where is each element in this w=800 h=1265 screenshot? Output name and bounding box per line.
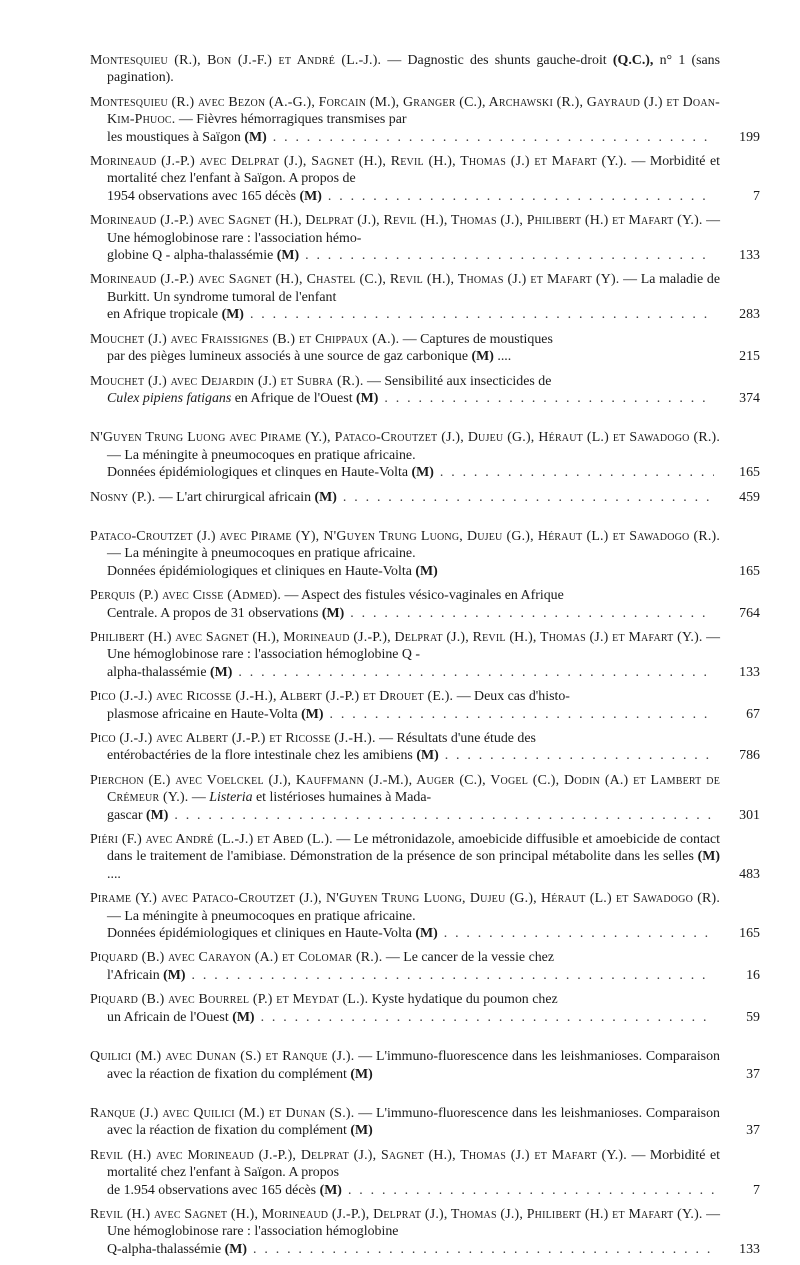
leader-dots <box>444 925 714 942</box>
entry-authors: Ranque (J.) avec Quilici (M.) et Dunan (S.). <box>90 1105 355 1121</box>
entry-authors: Morineaud (J.-P.) avec Delprat (J.), Sagnet (H.), Revil (H.), Thomas (J.) et Mafart (Y.). <box>90 154 627 170</box>
entry-title: — Résultats d'une étude des <box>375 731 536 746</box>
entry-marker: (M) <box>350 1123 373 1139</box>
index-entry <box>90 94 760 146</box>
entry-authors: Perquis (P.) avec Cisse (Admed). <box>90 588 281 604</box>
entry-marker: (M) <box>471 349 494 365</box>
index-entry <box>90 429 760 481</box>
entry-title: — Morbidité et mortalité chez l'enfant à Saïgon. A propos <box>107 1147 720 1181</box>
entry-authors: Morineaud (J.-P.) avec Sagnet (H.), Delprat (J.), Revil (H.), Thomas (J.), Philibert (H.) et Mafart (Y.). <box>90 213 703 229</box>
entry-title: — Sensibilité aux insecticides de <box>363 373 552 389</box>
entry-authors: Pico (J.-J.) avec Albert (J.-P.) et Ricosse (J.-H.). <box>90 731 376 746</box>
leader-dots <box>238 664 714 681</box>
page-number: 199 <box>739 129 760 145</box>
index-entry <box>90 331 760 366</box>
leader-dots <box>343 489 714 506</box>
entry-title: — <box>188 790 210 806</box>
entry-trail: .... <box>107 866 121 882</box>
index-entry <box>90 831 760 883</box>
entry-title-end: en Afrique tropicale <box>107 307 219 323</box>
entry-marker: (M) <box>415 926 438 942</box>
entry-title-end: plasmose africaine en Haute-Volta <box>107 706 298 722</box>
entry-marker: (M) <box>356 390 379 406</box>
entry-title: — Fièvres hémorragiques transmises par <box>175 112 407 128</box>
page-number: 483 <box>739 866 760 882</box>
entry-title-end: Q-alpha-thalassémie <box>107 1241 222 1257</box>
entry-title-end: Données épidémiologiques et cliniques en Haute-Volta <box>107 563 412 579</box>
entry-marker: (M) <box>416 748 439 764</box>
leader-dots <box>350 605 714 622</box>
entry-title-end: un Africain de l'Ouest <box>107 1009 229 1025</box>
entry-marker: (M) <box>145 807 169 823</box>
entry-title: — Une hémoglobinose rare : l'association hémoglobine Q - <box>107 629 720 663</box>
index-entry <box>90 271 760 323</box>
entry-marker: (M) <box>299 188 322 204</box>
entry-title: — L'immuno-fluorescence dans les leishmanioses. Comparaison avec la réaction de fixation du complément <box>107 1105 720 1139</box>
index-page <box>90 52 760 1265</box>
entry-title-italic: Culex pipiens fatigans <box>107 390 232 406</box>
entry-title-cont: et listérioses humaines à Mada- <box>252 790 432 806</box>
entry-authors: Revil (H.) avec Sagnet (H.), Morineaud (J.-P.), Delprat (J.), Thomas (J.), Philibert (H.) et Mafart (Y.). <box>90 1206 703 1222</box>
entry-marker: (M) <box>163 967 186 983</box>
page-number: 7 <box>753 1182 760 1198</box>
entry-authors: Montesquieu (R.), Bon (J.-F.) et André (L.-J.). <box>90 53 382 68</box>
leader-dots <box>253 1241 714 1258</box>
index-entry <box>90 373 760 408</box>
entry-source: (Q.C.), <box>612 53 654 68</box>
page-number: 133 <box>739 248 760 264</box>
entry-authors: Piéri (F.) avec André (L.-J.) et Abed (L.). <box>90 832 333 848</box>
leader-dots <box>348 1182 714 1199</box>
entry-authors: Revil (H.) avec Morineaud (J.-P.), Delprat (J.), Sagnet (H.), Thomas (J.) et Mafart (Y.). <box>90 1147 627 1163</box>
page-number: 37 <box>746 1066 760 1082</box>
entry-marker: (M) <box>321 605 345 621</box>
entry-authors: Quilici (M.) avec Dunan (S.) et Ranque (J.). <box>90 1049 355 1065</box>
page-number: 459 <box>739 489 760 505</box>
entry-title: — Morbidité et mortalité chez l'enfant à Saïgon. A propos de <box>107 154 720 187</box>
page-number: 374 <box>739 390 760 406</box>
entry-title: — Une hémoglobinose rare : l'association hémo- <box>107 213 720 246</box>
entry-title-end: l'Africain <box>107 967 160 983</box>
page-number: 165 <box>739 926 760 942</box>
entry-marker: (M) <box>301 706 324 722</box>
entry-title: — Dagnostic des shunts gauche-droit <box>381 53 613 68</box>
entry-title: Kyste hydatique du poumon chez <box>368 992 558 1008</box>
entry-title-end: 1954 observations avec 165 décès <box>107 188 297 204</box>
entry-title: — La méningite à pneumocoques en pratique africaine. <box>107 908 416 924</box>
entry-title-end: entérobactéries de la flore intestinale chez les amibiens <box>107 748 413 764</box>
entry-title-end: Données épidémiologiques et clinques en Haute-Volta <box>107 465 409 481</box>
entry-title-end: Centrale. A propos de 31 observations <box>107 605 319 621</box>
entry-authors: Morineaud (J.-P.) avec Sagnet (H.), Chastel (C.), Revil (H.), Thomas (J.) et Mafart (Y). <box>90 272 620 288</box>
entry-authors: Pataco-Croutzet (J.) avec Pirame (Y), N'Guyen Trung Luong, Dujeu (G.), Héraut (L.) et Sawadogo (R.). <box>90 528 720 544</box>
entry-title: — Aspect des fistules vésico-vaginales en Afrique <box>281 588 564 604</box>
page-number: 133 <box>739 1241 760 1257</box>
leader-dots <box>384 390 714 407</box>
entry-authors: Pico (J.-J.) avec Ricosse (J.-H.), Albert (J.-P.) et Drouet (E.). <box>90 689 454 705</box>
index-entry <box>90 991 760 1026</box>
page-number: 133 <box>739 664 760 680</box>
index-entry <box>90 1105 760 1140</box>
leader-dots <box>261 1009 714 1026</box>
index-entry <box>90 212 760 264</box>
leader-dots <box>305 247 714 264</box>
entry-trail: .... <box>493 349 512 365</box>
entry-authors: Pierchon (E.) avec Voelckel (J.), Kauffmann (J.-M.), Auger (C.), Vogel (C.), Dodin (A.) et Lambert de Crémeur (Y.). <box>90 772 720 806</box>
entry-marker: (M) <box>411 465 434 481</box>
page-number: 37 <box>746 1123 760 1139</box>
leader-dots <box>192 967 715 984</box>
entry-title-end: de 1.954 observations avec 165 décès <box>107 1182 317 1198</box>
entry-marker: (M) <box>224 1241 248 1257</box>
index-entry <box>90 890 760 942</box>
entry-marker: (M) <box>244 129 267 145</box>
entry-title: — Le métronidazole, amoebicide diffusible et amoebicide de contact dans le traitement de l'amibiase. Démonstration de la présence de son principal métabolite dans les selles <box>107 832 721 865</box>
leader-dots <box>328 188 714 205</box>
entry-marker: (M) <box>210 664 233 680</box>
page-number: 16 <box>746 967 760 983</box>
entry-authors: Piquard (B.) avec Bourrel (P.) et Meydat (L.). <box>90 992 369 1008</box>
entry-marker: (M) <box>319 1182 342 1198</box>
entry-marker: (M) <box>276 248 300 264</box>
entry-title: — La méningite à pneumocoques en pratique africaine. <box>107 447 416 463</box>
entry-authors: Montesquieu (R.) avec Bezon (A.-G.), Forcain (M.), Granger (C.), Archawski (R.), Gayraud (J.) et Doan-Kim-Phuoc. <box>90 94 720 128</box>
index-entry <box>90 587 760 622</box>
index-entry <box>90 949 760 984</box>
entry-marker: (M) <box>221 307 244 323</box>
index-entry <box>90 489 760 506</box>
entry-title-italic: Listeria <box>209 790 253 806</box>
entry-authors: Philibert (H.) avec Sagnet (H.), Morineaud (J.-P.), Delprat (J.), Revil (H.), Thomas (J.) et Mafart (Y.). <box>90 629 703 645</box>
entry-title-end: par des pièges lumineux associés à une source de gaz carbonique <box>107 349 469 365</box>
index-entry <box>90 730 760 765</box>
entry-title: — Captures de moustiques <box>399 331 553 347</box>
entry-authors: Mouchet (J.) avec Dejardin (J.) et Subra (R.). <box>90 373 364 389</box>
leader-dots <box>445 747 714 764</box>
entry-marker: (M) <box>350 1066 373 1082</box>
page-number: 165 <box>739 465 760 481</box>
entry-title: — Une hémoglobinose rare : l'association hémoglobine <box>107 1206 720 1240</box>
entry-title-end: alpha-thalassémie <box>107 664 207 680</box>
entry-marker: (M) <box>314 489 337 505</box>
index-entry <box>90 153 760 205</box>
index-entry <box>90 1206 760 1258</box>
entry-title-end: globine Q - alpha-thalassémie <box>107 248 274 264</box>
entry-authors: Piquard (B.) avec Carayon (A.) et Colomar (R.). <box>90 950 383 966</box>
entry-title: — Le cancer de la vessie chez <box>382 950 555 966</box>
entry-authors: Mouchet (J.) avec Fraissignes (B.) et Chippaux (A.). <box>90 331 400 347</box>
index-entry <box>90 52 720 87</box>
index-entry <box>90 1147 760 1199</box>
entry-authors: Nosny (P.). <box>90 489 156 505</box>
entry-authors: N'Guyen Trung Luong avec Pirame (Y.), Pataco-Croutzet (J.), Dujeu (G.), Héraut (L.) et Sawadogo (R.). <box>90 430 720 446</box>
page-number: 283 <box>739 307 760 323</box>
entry-title-end: les moustiques à Saïgon <box>107 129 241 145</box>
leader-dots <box>273 129 714 146</box>
entry-title: — La méningite à pneumocoques en pratique africaine. <box>107 546 416 562</box>
page-number: 786 <box>739 748 760 764</box>
page-number: 215 <box>739 349 760 365</box>
page-number: 301 <box>739 807 760 823</box>
entry-title: — La maladie de Burkitt. Un syndrome tumoral de l'enfant <box>107 272 720 305</box>
entry-title-end: Données épidémiologiques et cliniques en Haute-Volta <box>107 926 412 942</box>
entry-title-end: gascar <box>107 807 143 823</box>
page-number: 764 <box>739 605 760 621</box>
entry-title-end: en Afrique de l'Ouest <box>231 390 353 406</box>
index-entry <box>90 528 760 580</box>
page-number: 67 <box>746 706 760 722</box>
page-number: 7 <box>753 188 760 204</box>
index-entry <box>90 629 760 681</box>
page-number: 165 <box>739 563 760 579</box>
entry-marker: (M) <box>232 1009 255 1025</box>
entry-title: — L'immuno-fluorescence dans les leishmanioses. Comparaison avec la réaction de fixation du complément <box>107 1049 720 1082</box>
entry-title: — Deux cas d'histo- <box>453 689 570 705</box>
leader-dots <box>330 706 714 723</box>
index-entry <box>90 772 760 824</box>
entry-marker: (M) <box>697 849 720 865</box>
entry-note: n° 1 (sans pagination). <box>107 53 721 86</box>
entry-title-end: — L'art chirurgical africain <box>155 489 312 505</box>
page-number: 59 <box>746 1009 760 1025</box>
leader-dots <box>440 464 714 481</box>
entry-marker: (M) <box>415 563 438 579</box>
index-entry <box>90 1048 760 1083</box>
leader-dots <box>250 306 714 323</box>
leader-dots <box>174 807 714 824</box>
entry-authors: Pirame (Y.) avec Pataco-Croutzet (J.), N'Guyen Trung Luong, Dujeu (G.), Héraut (L.) et Sawadogo (R). <box>90 891 720 907</box>
index-entry <box>90 688 760 723</box>
